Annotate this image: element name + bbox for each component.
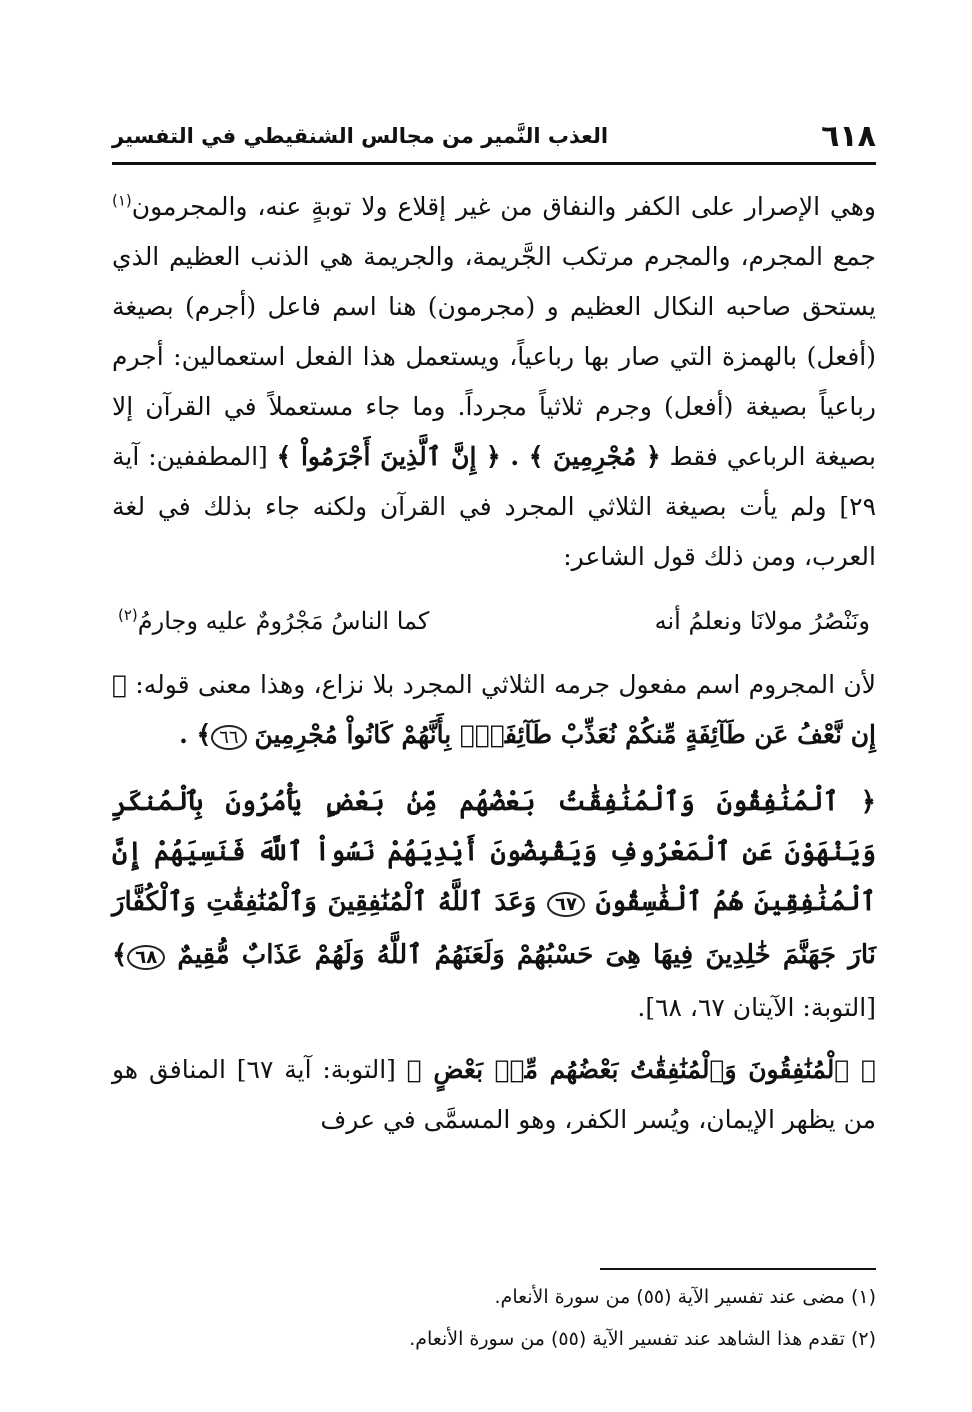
verse-block-text-2: وَعَدَ ٱللَّهُ ٱلْمُنَٰفِقِينَ وَٱلْمُنَٰفِقَٰتِ وَٱلْكُفَّارَ نَارَ جَهَنَّمَ خَٰلِدِينَ فِيهَا هِىَ حَسْبُهُمْ وَلَعَنَهُمُ ٱللَّهُ وَلَهُمْ عَذَابٌ مُّقِيمٌ — [112, 887, 876, 970]
spacer — [112, 1033, 876, 1045]
page-header — [112, 112, 876, 160]
p1-line-5: ويستعمل هذا الفعل استعمالين: أجرم رباعياً بصيغة (أفعل) وجرم — [112, 342, 876, 421]
quran-quote-1: ﴿ مُجْرِمِينَ ﴾ — [528, 442, 661, 471]
verse-number-mark: ٦٦ — [211, 725, 246, 750]
p1-line-2b: جمع المجرم، والمجرم مرتكب الجَّريمة، والجريمة — [363, 242, 877, 271]
p1-line-8: بصيغة الثلاثي المجرد في القرآن ولكنه جاء بذلك في لغة العرب، — [112, 492, 876, 571]
p1-line-7: [المطففين: آية ٢٩] ولم يأت — [112, 442, 877, 521]
quran-quote-4: ﴿ ٱلْمُنَٰفِقُونَ وَٱلْمُنَٰفِقَٰتُ بَعْضُهُم مِّنۢ بَعْضٍ ﴾ — [406, 1055, 876, 1084]
verse-block-reference: [التوبة: الآيتان ٦٧، ٦٨]. — [637, 993, 876, 1022]
verse-block-close: ﴾ — [112, 940, 128, 970]
p1-line-9: ومن ذلك قول الشاعر: — [563, 542, 797, 571]
quran-quote-3: ﴿ إِن نَّعْفُ عَن طَآئِفَةٍ مِّنكُمْ نُعَذِّبْ طَآئِفَةًۢ بِأَنَّهُمْ كَانُواْ مُجْرِمِينَ — [112, 670, 876, 749]
page-number: ٦١٨ — [821, 118, 876, 154]
footnote-1: (١) مضى عند تفسير الآية (٥٥) من سورة الأنعام. — [494, 1286, 876, 1308]
p1-line-4: هنا اسم فاعل (أجرم) بصيغة (أفعل) بالهمزة التي صار بها رباعياً، — [112, 292, 877, 371]
p3-reference: [التوبة: آية ٦٧] — [236, 1055, 407, 1084]
p1-line-6: ثلاثياً مجرداً. وما جاء مستعملاً في القرآن إلا بصيغة الرباعي فقط — [112, 392, 876, 471]
body-text — [112, 182, 876, 1145]
poem-hemistich-1: ونَنْصُرُ مولانَا ونعلمُ أنه — [654, 607, 870, 635]
header-rule — [112, 162, 876, 165]
quran-quote-2: . ﴿ إِنَّ ٱلَّذِينَ أَجْرَمُواْ ﴾ — [276, 442, 529, 471]
footnotes — [112, 1276, 876, 1360]
p3-line-2: المنافق هو من يظهر الإيمان، ويُسر الكفر، وهو المسمَّى في عرف — [112, 1055, 876, 1134]
quran-verse-block — [112, 777, 876, 1033]
p1-line-1: وهي الإصرار على الكفر والنفاق من غير إقلاع ولا توبةٍ عنه، — [257, 192, 876, 221]
poem-verse — [118, 596, 870, 646]
p2-line-2: معنى قوله: — [127, 670, 252, 699]
paragraph-2 — [112, 660, 876, 763]
verse-number-mark: ٦٧ — [547, 892, 585, 917]
quran-quote-3-close: ﴾ . — [179, 720, 212, 749]
p1-line-3: هي الذنب العظيم الذي يستحق صاحبه النكال العظيم و (مجرمون) — [112, 242, 876, 321]
paragraph-3 — [112, 1045, 876, 1145]
poem-hemistich-2: كما الناسُ مَجْرُومٌ عليه وجارمُ — [137, 607, 430, 635]
footnote-ref-1: (١) — [112, 191, 132, 210]
footnote-rule — [600, 1268, 876, 1270]
verse-block-text-1: ﴿ ٱلْمُنَٰفِقُونَ وَٱلْمُنَٰفِقَٰتُ بَعْضُهُم مِّنۢ بَعْضٍ يَأْمُرُونَ بِٱلْمُنكَرِ وَيَنْهَوْنَ عَنِ ٱلْمَعْرُوفِ وَيَقْبِضُونَ أَيْدِيَهُمْ نَسُواْ ٱللَّهَ فَنَسِيَهُمْ إِنَّ ٱلْمُنَٰفِقِينَ هُمُ ٱلْفَٰسِقُونَ — [112, 787, 876, 917]
paragraph-1 — [112, 182, 876, 582]
p1-line-2a: والمجرمون — [131, 192, 248, 221]
footnote-2: (٢) تقدم هذا الشاهد عند تفسير الآية (٥٥) من سورة الأنعام. — [409, 1328, 876, 1350]
verse-number-mark: ٦٨ — [127, 945, 165, 970]
running-title: العذب النَّمير من مجالس الشنقيطي في التفسير — [112, 124, 609, 148]
footnote-ref-2: (٢) — [118, 606, 138, 624]
poem-hemistich-2-wrap — [118, 596, 429, 646]
p2-line-1: لأن المجروم اسم مفعول جرمه الثلاثي المجرد بلا نزاع، وهذا — [259, 670, 876, 699]
